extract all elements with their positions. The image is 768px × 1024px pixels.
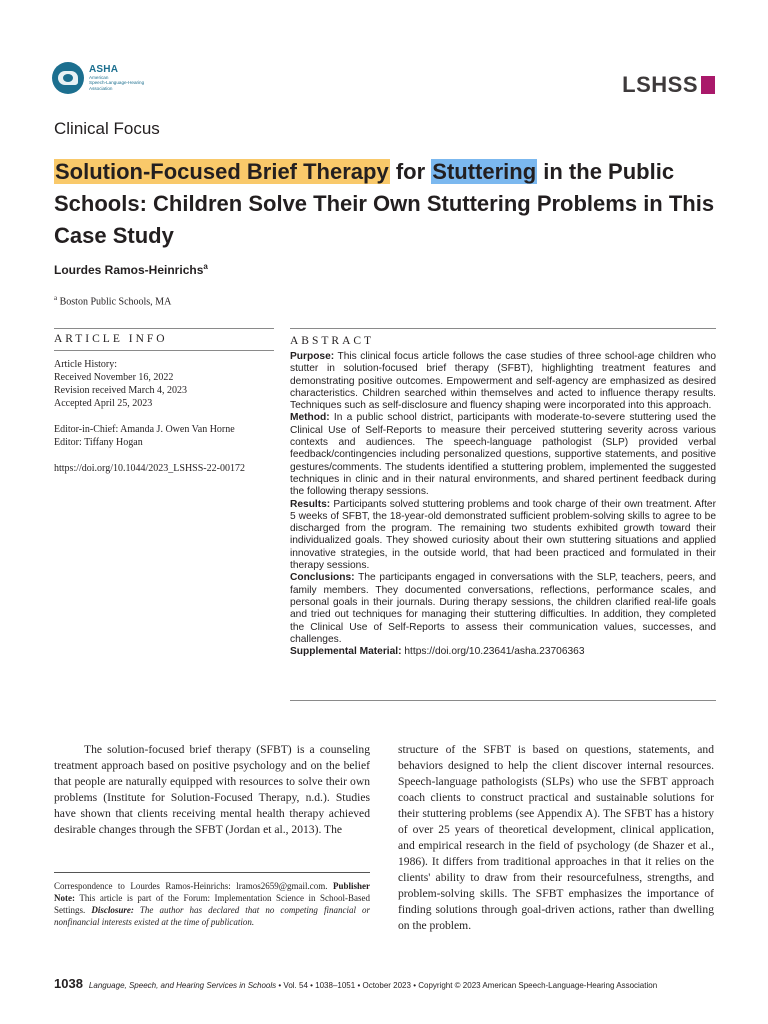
body-left-column: The solution-focused brief therapy (SFBT) is a counseling treatment approach based on positive psychology and on the belief that people are naturally equipped with resources to solve their own problems (Institute for Solution-Focused Therapy, n.d.). Studies have shown that clients receiving mental health therapy achieved desirable changes through the SFBT (Jordan et al., 2013). The — [54, 743, 370, 836]
footer-sep: • — [278, 981, 284, 990]
disclosure: The author has declared that no competing financial or nonfinancial interests existed at the time of publication. — [54, 905, 371, 927]
publisher-note: This article is part of the Forum: Implementation Science in School-Based Settings. — [54, 893, 370, 915]
conclusions-text: The participants engaged in conversations with the SLP, teachers, peers, and family members. They documented conversations, reflections, performance scales, and personal goals in their journals. During therapy sessions, the children clarified real-life goals and tried out techniques for managing their stuttering difficulties. In addition, they completed the Clinical Use of Self-Reports to assess their communication values, successes, and challenges. — [290, 572, 716, 645]
accepted-date: Accepted April 25, 2023 — [54, 398, 153, 409]
footnote-rule — [54, 872, 370, 873]
abstract-purpose — [290, 351, 716, 412]
footer-sep: • — [413, 981, 419, 990]
affiliation-sup: a — [54, 294, 58, 302]
abstract-results — [290, 499, 716, 573]
journal-brand — [622, 72, 715, 98]
footer-copyright: Copyright © 2023 American Speech-Language-Hearing Association — [418, 981, 658, 990]
history-label: Article History: — [54, 359, 118, 370]
title-text: for — [389, 159, 432, 184]
title-highlight-orange[interactable]: Solution-Focused Brief Therapy — [55, 159, 389, 184]
author — [54, 262, 208, 277]
publisher-sub-line: Speech-Language-Hearing — [89, 80, 145, 86]
abstract-conclusions — [290, 572, 716, 646]
body-right-column: structure of the SFBT is based on questions, statements, and behaviors designed to help the client discover internal resources. Speech-language pathologists (SLPs) who use the SFBT approach coach clients to construct practical and sustainable solutions for their stuttering problems (see Appendix A). The SFBT has a history of over 25 years of theoretical development, clinical application, and empirical research in the field of psychology (de Shazer et al., 1986). It differs from traditional approaches in that it relies on the clients' ability to draw from their resourcefulness, strengths, and problem-solving skills. The SFBT emphasizes the importance of finding solutions through goal-driven actions, rather than dwelling on the problem. — [398, 743, 714, 932]
article-info-top-rule — [54, 328, 274, 329]
abstract-method — [290, 412, 716, 498]
publisher-name: ASHA — [89, 64, 119, 76]
footer-pages: 1038–1051 — [315, 981, 356, 990]
author-sup: a — [203, 262, 208, 271]
footer-journal: Language, Speech, and Hearing Services in Schools — [88, 981, 277, 990]
results-text: Participants solved stuttering problems and took charge of their own treatment. After 5 weeks of SFBT, the 18-year-old demonstrated sufficient problem-solving skills to agree to be discharged from the program. The remaining two students exhibited growth toward their individualized goals. They showed curiosity about their own stuttering situations and applied innovative strategies, in the outside world, that had been practiced and formulated in their therapy sessions. — [290, 498, 716, 572]
publisher-logo — [52, 62, 144, 94]
abstract-heading: ABSTRACT — [290, 335, 375, 347]
journal-name: LSHSS — [622, 72, 698, 97]
abstract-body — [290, 351, 716, 658]
publisher-note-label: Publisher Note: — [54, 881, 371, 903]
abstract-bottom-rule — [290, 700, 716, 701]
footnote — [54, 880, 370, 928]
affiliation — [54, 294, 171, 307]
abstract-top-rule — [290, 328, 716, 329]
revision-date: Revision received March 4, 2023 — [54, 385, 188, 396]
article-title — [54, 156, 724, 252]
footer-sep: • — [310, 981, 316, 990]
supplemental-label: Supplemental Material: — [290, 646, 402, 658]
title-text: in the Public Schools: Children Solve Their Own Stuttering Problems in This Case Study — [54, 159, 715, 248]
conclusions-label: Conclusions: — [290, 572, 355, 584]
method-text: In a public school district, participants with moderate-to-severe stuttering used the Clinical Use of Self-Reports to measure their perceived stuttering severity across various contexts and audiences. The speech-language pathologist (SLP) provided verbal feedback/contingencies including personalized questions, supportive statements, and positive gestures/comments. The students identified a stuttering problem, implemented the suggested techniques in clinic and in their natural environments, and shared pertinent feedback during the following therapy sessions. — [290, 412, 716, 498]
publisher-sub-line: Association — [89, 85, 113, 91]
supplemental-link[interactable]: https://doi.org/10.23641/asha.23706363 — [404, 646, 585, 658]
publisher-sub-line: American — [89, 75, 109, 81]
method-label: Method: — [290, 412, 330, 424]
footer-citation — [89, 981, 657, 990]
author-name: Lourdes Ramos-Heinrichs — [54, 263, 204, 277]
results-label: Results: — [290, 498, 331, 510]
page-footer — [54, 976, 657, 991]
page-number: 1038 — [54, 976, 83, 991]
article-doi-link[interactable]: https://doi.org/10.1044/2023_LSHSS-22-00172 — [54, 463, 245, 474]
journal-accent-square — [701, 76, 715, 94]
correspondence: Correspondence to Lourdes Ramos-Heinrichs: lramos2659@gmail.com. — [54, 881, 328, 891]
publisher-text — [89, 65, 144, 91]
footer-volume: Vol. 54 — [283, 981, 308, 990]
affiliation-text: Boston Public Schools, MA — [59, 296, 172, 308]
purpose-text: This clinical focus article follows the case studies of three school-age children who stutter in solution-focused brief therapy (SFBT), highlighting treatment features and demonstrating positive outcomes. Empowerment and self-agency are emphasized as desired characteristics. Children searched within themselves and acted to influence therapy results. Techniques such as self-disclosure and fluency shaping were incorporated into this approach. — [290, 351, 716, 412]
article-info-bottom-rule — [54, 350, 274, 351]
disclosure-label: Disclosure: — [91, 905, 134, 915]
abstract-supplemental — [290, 646, 716, 658]
article-info — [54, 358, 274, 475]
purpose-label: Purpose: — [290, 351, 335, 362]
title-highlight-blue[interactable]: Stuttering — [432, 159, 537, 184]
article-info-heading: ARTICLE INFO — [54, 333, 168, 345]
editor-in-chief: Editor-in-Chief: Amanda J. Owen Van Horne — [54, 424, 235, 435]
asha-logo-icon — [52, 62, 84, 94]
received-date: Received November 16, 2022 — [54, 372, 174, 383]
footer-sep: • — [357, 981, 363, 990]
footer-date: October 2023 — [362, 981, 411, 990]
section-label: Clinical Focus — [54, 119, 160, 138]
editor: Editor: Tiffany Hogan — [54, 437, 143, 448]
